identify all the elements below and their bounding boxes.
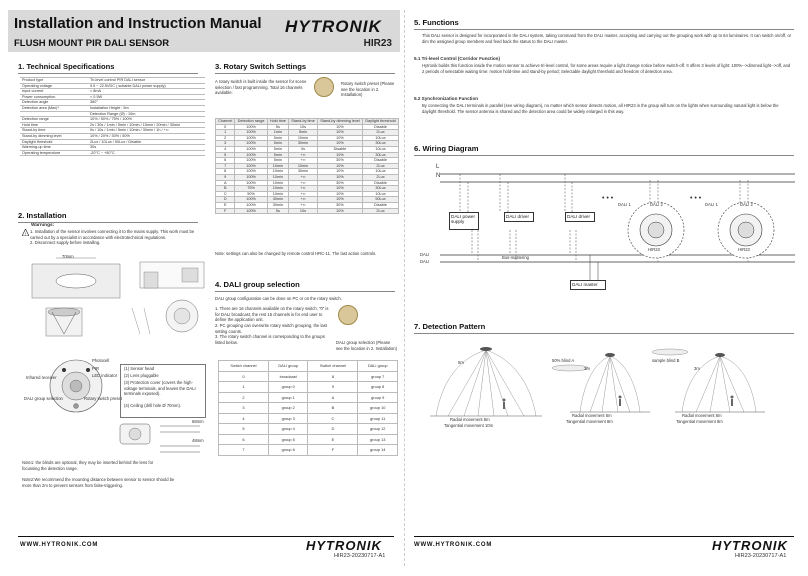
label-infrared: Infrared receiver [26,375,57,380]
rotary-cell: 30min [267,202,288,208]
tangential-movement-3: Tangential movement 8m [676,419,723,424]
sensor-head-drawing [40,356,120,420]
dali-row [219,434,398,445]
rotary-cell: 5min [267,146,288,152]
rotary-cell: 10% [317,197,362,203]
rotary-cell: 10min [267,174,288,180]
page-title: Installation and Instruction Manual [14,15,262,32]
rotary-cell: +∞ [289,158,318,164]
footer-doc-number: HIR23-20230717-A1 [334,553,386,559]
dali-cell: broadcast [268,371,308,382]
dali-switch-icon [338,305,358,325]
label-photocell: Photocell [92,358,110,363]
rotary-cell: +∞ [289,174,318,180]
dali-cell: group 5 [268,434,308,445]
dali-intro: DALI group configuration can be done on PC or on the rotary switch. [215,296,342,301]
section-divider [215,73,395,74]
rotary-cell: 10% [317,130,362,136]
rotary-cell: +∞ [289,180,318,186]
rotary-cell: 5 [216,152,235,158]
dali-cell: 0 [219,371,269,382]
spec-value: 30s [88,145,205,151]
rotary-cell: 2 [216,135,235,141]
rotary-cell: +∞ [289,191,318,197]
section-divider [414,155,794,156]
wire-dali-2: DALI [420,259,430,264]
part-3: (3) Protection cover (covers the high-voltage terminals, and leaves the DALI terminals exposed). [124,380,196,397]
rotary-cell: 10% [317,141,362,147]
section-install-title: 2. Installation [18,211,67,220]
label-dali-group: DALI group selection [24,396,63,401]
spec-table [20,77,205,156]
dali-cell: group 6 [268,445,308,456]
section-divider [18,73,198,74]
rotary-header-cell: Detection range [235,119,267,125]
rotary-cell: 30% [317,180,362,186]
rotary-cell: 100% [235,158,267,164]
rotary-cell: 100% [235,208,267,214]
spec-value: 10% / 20% / 30% / 50% [88,133,205,139]
dali-row [219,371,398,382]
rotary-cell: 100% [235,163,267,169]
rotary-cell: 9 [216,174,235,180]
rotary-table [215,118,399,214]
dali-cell: 6 [219,434,269,445]
dali-cell: group 2 [268,403,308,414]
section-functions-title: 5. Functions [414,18,459,27]
warning-text-1: 1. Installation of the sensor involves connecting it to the mains supply. This work must be carried out by a specialist in accordance with electrotechnical regulations. [30,229,195,240]
dali-cell: group 12 [358,424,398,435]
detection-height-3: 3m [694,366,700,371]
rotary-cell: 2Lux [363,174,399,180]
section-rotary-title: 3. Rotary Switch Settings [215,62,307,71]
hir23-label-a: HIR23 [648,247,660,252]
spec-label: Daylight threshold [20,139,88,145]
spec-label: Hold time [20,122,88,128]
dali-cell: group 0 [268,382,308,393]
dali-cell: F [308,445,358,456]
section-detection-title: 7. Detection Pattern [414,322,486,331]
rotary-intro: A rotary switch is built inside the sensor for scene selection / fast programming. Total 16 channels available: [215,79,307,96]
rotary-cell: F [216,208,235,214]
radial-movement-1: Radial movement 8m [450,417,490,422]
label-dali-1a: DALI 1 [618,202,631,207]
rotary-cell: 50Lux [363,197,399,203]
spec-value: 360° [88,100,205,106]
spec-label: Power consumption [20,94,88,100]
rotary-cell: 3 [216,141,235,147]
rotary-cell: 10Lux [363,135,399,141]
dali-step-2: 2. PC grouping can overwrite rotary switch grouping, the last setting counts. [215,323,327,334]
label-rotary: Rotary switch preset [84,396,122,401]
rotary-cell: 0 [216,124,235,130]
rotary-cell: 50% [235,191,267,197]
dali-cell: B [308,403,358,414]
dali-header-row [219,361,398,372]
hir23-label-b: HIR23 [738,247,750,252]
dali-header-cell: Switch channel [308,361,358,372]
rotary-cell: +∞ [289,197,318,203]
rotary-cell: 10% [317,135,362,141]
rotary-cell: Disable [363,180,399,186]
rotary-cell: 75% [235,186,267,192]
label-dali-2b: DALI 2 [740,202,753,207]
note-2: Note2:We recommend the mounting distance between sensor to sensor should be more than 2m to prevent sensors from false-triggering. [22,477,175,488]
rotary-cell: Disable [317,146,362,152]
dali-master-box: DALI master [570,280,606,290]
dali-power-supply: DALI power supply [449,212,479,230]
dali-row [219,403,398,414]
rotary-cell: 10% [317,191,362,197]
spec-value: 0s / 10s / 1min / 5min / 10min / 30min / 1h / +∞ [88,128,205,134]
spec-value: Detection Range (Ø) : 10m [88,111,205,117]
installation-drawing [22,254,208,340]
dali-cell: 9 [308,382,358,393]
rotary-switch-icon [314,77,334,97]
dali-step-1: 1. There are 16 channels available on the rotary switch, "0" is for DALI broadcast, the rest 15 channels is for end user to define the application unit. [215,306,329,323]
dali-cell: group 9 [358,392,398,403]
footer-url-right[interactable]: WWW.HYTRONIK.COM [414,542,493,548]
dali-cell: group 3 [268,413,308,424]
rotary-cell: 30Lux [363,152,399,158]
rotary-cell: 5min [267,141,288,147]
rotary-cell: 1 [216,130,235,136]
rotary-cell: 100% [235,180,267,186]
spec-label: Detection area (Max)* [20,105,88,111]
spec-label: Stand-by dimming level [20,133,88,139]
rotary-cell: 2Lux [363,208,399,214]
spec-value: 9.5 ~ 22.5VDC ( suitable DALI power supply) [88,83,205,89]
dali-row [219,413,398,424]
spec-label: Operating temperature [20,150,88,156]
detection-height-2: 3m [584,366,590,371]
spec-value: 2s / 30s / 1min / 5min / 10min / 15min / 20min / 30min [88,122,205,128]
rotary-cell: 100% [235,124,267,130]
rotary-cell: 5s [267,208,288,214]
wiring-dots-2: • • • [690,195,702,202]
part-4: (4) Ceiling (drill hole Ø 70mm). [124,403,182,408]
rotary-cell: 7 [216,163,235,169]
dali-row [219,445,398,456]
spec-label: Stand-by time [20,128,88,134]
rotary-cell: 10Lux [363,146,399,152]
function-51-title: 5.1 Tri-level Control (Corridor Function) [414,56,501,61]
dali-driver-2: DALI driver [565,212,595,222]
spec-value: < 8mA [88,89,205,95]
rotary-header-cell: Channel [216,119,235,125]
function-51-text: Hytronik builds this function inside the motion sensor to achieve tri-level control, for some areas require a light change notice before switch-off. It offers 3 levels of light: 100%-->dimmed light-->off, and 2 periods of selectable waiting time: motion hold-time and stand-by period; Selectable daylight threshold and freedom of detection area. [422,63,791,74]
rotary-header-cell: Stand-by time [289,119,318,125]
rotary-cell: 5min [289,130,318,136]
rotary-note: Note: settings can also be changed by remote control HRC-11. The last action controls. [215,251,377,256]
part-2: (2) Lens pluggable [124,373,159,378]
spec-value: Installation Height : 5m [88,105,205,111]
wire-N: N [436,173,441,179]
label-led: LED indicator [92,373,118,378]
dali-step-3: 3. The rotary switch channel is corresponding to the groups listed below. [215,334,325,345]
dali-cell: 4 [219,413,269,424]
rotary-cell: 10% [317,124,362,130]
dimension-b: 48mm [192,438,204,443]
rotary-cell: 2Lux [363,130,399,136]
dali-cell: group 13 [358,434,398,445]
rotary-cell: 10% [317,208,362,214]
rotary-callout: Rotary switch preset (Please see the location in 2. Installation) [341,81,395,98]
dali-cell: E [308,434,358,445]
rotary-cell: Disable [363,202,399,208]
spec-label: Input current [20,89,88,95]
dali-cell: 1 [219,382,269,393]
product-subtitle: FLUSH MOUNT PIR DALI SENSOR [14,38,170,49]
rotary-cell: 5min [267,158,288,164]
rotary-cell: Disable [363,158,399,164]
rotary-cell: 10% [317,186,362,192]
spec-value: 10% / 50% / 75% / 100% [88,117,205,123]
dali-cell: 3 [219,403,269,414]
rotary-header-cell: Hold time [267,119,288,125]
radial-movement-3: Radial movement 6m [682,413,722,418]
rotary-cell: 5min [267,135,288,141]
rotary-cell: 10min [289,135,318,141]
rotary-cell: 6 [216,158,235,164]
rotary-cell: 4 [216,146,235,152]
tangential-movement-1: Tangential movement 10m [444,423,494,428]
rotary-cell: 100% [235,135,267,141]
dali-callout: DALI group selection (Please see the location in 2. Installation) [336,340,397,351]
label-dali-2a: DALI 2 [650,202,663,207]
rotary-cell: 5s [267,124,288,130]
rotary-cell: +∞ [289,186,318,192]
dali-header-cell: Switch channel [219,361,269,372]
rotary-cell: 30min [289,169,318,175]
rotary-cell: 10% [317,169,362,175]
rotary-cell: 100% [235,141,267,147]
wiring-diagram [420,160,800,300]
dali-header-cell: DALI group [358,361,398,372]
tangential-movement-2: Tangential movement 8m [566,419,613,424]
footer-logo: HYTRONIK [306,538,382,553]
dimension-a: 68mm [192,419,204,424]
rotary-cell: 100% [235,174,267,180]
rotary-header-cell: Stand-by dimming level [317,119,362,125]
rotary-cell: 0s [289,146,318,152]
section-dali-title: 4. DALI group selection [215,280,300,289]
dali-cell: A [308,392,358,403]
page-fold [404,10,405,566]
dali-cell: 8 [308,371,358,382]
rotary-cell: +∞ [289,202,318,208]
rotary-cell: E [216,202,235,208]
dali-cell: C [308,413,358,424]
rotary-cell: D [216,197,235,203]
spec-label: Product type [20,78,88,84]
rotary-cell: 1min [267,130,288,136]
function-52-text: By connecting the DALI terminals in parallel (see wiring diagram), no matter which sensor detects motion, all HIR23 in the group will turn on the lights when surrounding natural light is below the daylight threshold. The sensor antenna is shared and the detection area could be widely enlarged in this way. [422,103,779,114]
dali-row [219,392,398,403]
rotary-cell: 100% [235,146,267,152]
rotary-cell: 100% [235,152,267,158]
rotary-cell: 10s [289,124,318,130]
dali-group-table [218,360,398,456]
detection-height-1: 5m [458,360,464,365]
spec-label: Detection angle [20,100,88,106]
function-52-title: 5.2 Synchronization Function [414,96,479,101]
section-wiring-title: 6. Wiring Diagram [414,144,479,153]
rotary-cell: 30Lux [363,186,399,192]
radial-movement-2: Radial movement 6m [572,413,612,418]
rotary-cell: 8 [216,169,235,175]
spec-row [20,150,205,156]
rotary-cell: 10% [317,163,362,169]
spec-value: < 0.5W [88,94,205,100]
footer-logo-right: HYTRONIK [712,538,788,553]
rotary-cell: 5min [267,152,288,158]
dali-cell: 2 [219,392,269,403]
model-number: HIR23 [363,38,392,49]
rotary-cell: 10s [289,208,318,214]
section-divider [414,333,794,334]
spec-label: Warming-up time [20,145,88,151]
note-1: Note1: the blinds are optional, they may be inserted behind the lens for focussing the detection range. [22,460,154,471]
dali-cell: group 8 [358,382,398,393]
rotary-cell: 10min [267,169,288,175]
functions-intro: This DALI sensor is designed for incorporated in the DALI system, taking command from the DALI master, accepting and carrying out the grouping work with up to 64 luminaires. It can switch on/off, or dim the assigned group members and feed back the status to the DALI master. [422,33,792,44]
lens-blind-a: 50% blind A [552,358,575,363]
part-1: (1) Sensor head [124,366,155,371]
rotary-cell: 100% [235,130,267,136]
rotary-cell: 30% [317,202,362,208]
dali-driver-1: DALI driver [504,212,534,222]
rotary-header-cell: Daylight threshold [363,119,399,125]
rotary-cell: 10Lux [363,169,399,175]
dali-cell: D [308,424,358,435]
rotary-cell: B [216,186,235,192]
rotary-cell: 100% [235,202,267,208]
rotary-cell: Disable [363,124,399,130]
warning-title: Warnings: [31,223,55,228]
bus-mastering-label: Bus-mastering [502,255,529,260]
cut-dimension: 70mm [62,254,74,259]
rotary-cell: +∞ [289,152,318,158]
rotary-cell: 30Lux [363,141,399,147]
dali-row [219,382,398,393]
rotary-cell: 10min [267,191,288,197]
lens-blind-b: sample blind B [652,358,680,363]
wire-dali-1: DALI [420,252,430,257]
rotary-cell: C [216,191,235,197]
footer-divider [414,536,794,537]
dali-row [219,424,398,435]
rotary-row [216,208,399,214]
wire-L: L [436,164,440,170]
rotary-cell: 10min [267,180,288,186]
rotary-cell: 10Lux [363,191,399,197]
section-tech-title: 1. Technical Specifications [18,62,115,71]
rotary-cell: 10min [267,163,288,169]
section-divider [215,291,395,292]
footer-doc-number-right: HIR23-20230717-A1 [735,553,787,559]
rotary-cell: 10min [267,186,288,192]
dali-header-cell: DALI group [268,361,308,372]
label-dali-1b: DALI 1 [705,202,718,207]
label-pir: PIR [92,366,99,371]
dali-cell: group 11 [358,413,398,424]
warning-text-2: 2. Disconnect supply before installing. [30,240,101,245]
section-divider [414,29,794,30]
dali-cell: group 10 [358,403,398,414]
rotary-cell: 10% [317,174,362,180]
svg-text:!: ! [24,231,27,236]
rotary-cell: 2Lux [363,163,399,169]
rotary-cell: 10% [317,152,362,158]
footer-divider [18,536,394,537]
rotary-cell: 30% [317,158,362,164]
rotary-cell: 100% [235,197,267,203]
dali-cell: group 1 [268,392,308,403]
dali-cell: 5 [219,424,269,435]
spec-value: -20°C ~ +50°C [88,150,205,156]
footer-url[interactable]: WWW.HYTRONIK.COM [20,542,99,548]
spec-label: Detection range [20,117,88,123]
wiring-dots-1: • • • [602,195,614,202]
rotary-cell: 10min [289,163,318,169]
rotary-cell: 30min [289,141,318,147]
rotary-cell: A [216,180,235,186]
spec-label: Operating voltage [20,83,88,89]
rotary-header-row [216,119,399,125]
dali-cell: 7 [219,445,269,456]
spec-value: Tri-level control PIR DALI sensor [88,78,205,84]
rotary-cell: 30min [267,197,288,203]
brand-logo: HYTRONIK [285,17,382,36]
warning-icon [22,223,29,236]
dali-cell: group 7 [358,371,398,382]
spec-value: 2Lux / 10Lux / 50Lux / Disable [88,139,205,145]
rotary-cell: 100% [235,169,267,175]
dali-cell: group 4 [268,424,308,435]
dali-cell: group 14 [358,445,398,456]
